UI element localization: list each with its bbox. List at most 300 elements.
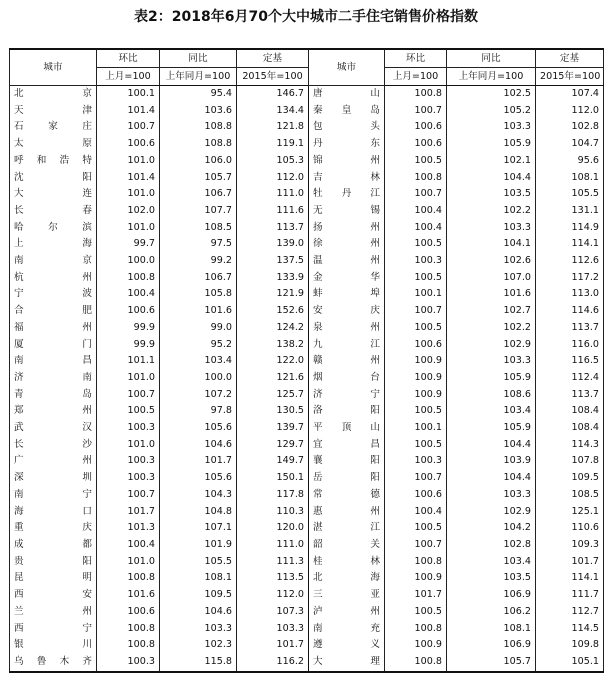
cell-yoy-right: 103.3 bbox=[447, 487, 536, 504]
cell-base-right: 112.4 bbox=[536, 370, 604, 387]
cell-city-right: 岳 阳 bbox=[309, 470, 385, 487]
cell-yoy-right: 103.3 bbox=[447, 353, 536, 370]
table-row bbox=[10, 236, 604, 253]
cell-city-left: 昆 明 bbox=[10, 570, 97, 587]
cell-city-right: 常 德 bbox=[309, 487, 385, 504]
cell-yoy-left: 109.5 bbox=[160, 587, 237, 604]
table-row bbox=[10, 253, 604, 270]
cell-mom-left: 100.4 bbox=[97, 286, 160, 303]
cell-city-left: 合 肥 bbox=[10, 303, 97, 320]
cell-city-left: 南 京 bbox=[10, 253, 97, 270]
table-row bbox=[10, 203, 604, 220]
cell-mom-right: 100.9 bbox=[385, 570, 447, 587]
cell-city-right: 烟 台 bbox=[309, 370, 385, 387]
cell-city-left: 西 安 bbox=[10, 587, 97, 604]
cell-city-left: 银 川 bbox=[10, 637, 97, 654]
cell-city-left: 太 原 bbox=[10, 136, 97, 153]
cell-base-right: 113.7 bbox=[536, 320, 604, 337]
cell-yoy-right: 105.9 bbox=[447, 420, 536, 437]
cell-mom-left: 100.6 bbox=[97, 604, 160, 621]
cell-base-left: 111.3 bbox=[237, 554, 309, 571]
cell-base-left: 112.0 bbox=[237, 587, 309, 604]
cell-mom-left: 100.7 bbox=[97, 119, 160, 136]
cell-mom-left: 101.4 bbox=[97, 170, 160, 187]
cell-mom-right: 100.9 bbox=[385, 637, 447, 654]
cell-base-right: 114.6 bbox=[536, 303, 604, 320]
cell-base-right: 105.5 bbox=[536, 186, 604, 203]
cell-yoy-right: 105.9 bbox=[447, 370, 536, 387]
cell-city-right: 扬 州 bbox=[309, 220, 385, 237]
table-row bbox=[10, 504, 604, 521]
cell-mom-left: 100.1 bbox=[97, 86, 160, 103]
table-row bbox=[10, 453, 604, 470]
cell-mom-left: 100.8 bbox=[97, 570, 160, 587]
cell-base-right: 114.5 bbox=[536, 621, 604, 638]
cell-mom-right: 100.7 bbox=[385, 186, 447, 203]
header-city-right: 城市 bbox=[309, 49, 385, 86]
cell-yoy-left: 104.3 bbox=[160, 487, 237, 504]
cell-city-left: 南 宁 bbox=[10, 487, 97, 504]
cell-base-right: 110.6 bbox=[536, 520, 604, 537]
table-row bbox=[10, 370, 604, 387]
header-yoy-right: 同比 bbox=[447, 49, 536, 68]
cell-city-left: 福 州 bbox=[10, 320, 97, 337]
cell-city-right: 徐 州 bbox=[309, 236, 385, 253]
cell-yoy-right: 104.2 bbox=[447, 520, 536, 537]
table-row bbox=[10, 337, 604, 354]
cell-city-right: 遵 义 bbox=[309, 637, 385, 654]
cell-base-right: 131.1 bbox=[536, 203, 604, 220]
cell-yoy-left: 101.9 bbox=[160, 537, 237, 554]
cell-base-left: 111.6 bbox=[237, 203, 309, 220]
cell-base-right: 107.4 bbox=[536, 86, 604, 103]
cell-base-right: 116.5 bbox=[536, 353, 604, 370]
cell-yoy-right: 102.1 bbox=[447, 153, 536, 170]
cell-mom-right: 100.7 bbox=[385, 103, 447, 120]
subheader-base-right: 2015年=100 bbox=[536, 68, 604, 86]
cell-yoy-right: 101.6 bbox=[447, 286, 536, 303]
cell-yoy-left: 105.8 bbox=[160, 286, 237, 303]
table-row bbox=[10, 170, 604, 187]
cell-base-left: 119.1 bbox=[237, 136, 309, 153]
cell-mom-right: 100.6 bbox=[385, 119, 447, 136]
table-row bbox=[10, 437, 604, 454]
cell-yoy-right: 104.4 bbox=[447, 170, 536, 187]
cell-mom-right: 100.9 bbox=[385, 353, 447, 370]
cell-base-left: 121.6 bbox=[237, 370, 309, 387]
table-row bbox=[10, 186, 604, 203]
cell-mom-left: 100.7 bbox=[97, 387, 160, 404]
cell-base-left: 152.6 bbox=[237, 303, 309, 320]
cell-mom-right: 100.7 bbox=[385, 537, 447, 554]
cell-city-left: 武 汉 bbox=[10, 420, 97, 437]
cell-base-right: 95.6 bbox=[536, 153, 604, 170]
cell-mom-right: 100.5 bbox=[385, 403, 447, 420]
cell-mom-left: 101.7 bbox=[97, 504, 160, 521]
cell-city-left: 长 沙 bbox=[10, 437, 97, 454]
cell-yoy-right: 105.2 bbox=[447, 103, 536, 120]
cell-city-left: 石家庄 bbox=[10, 119, 97, 136]
cell-base-left: 134.4 bbox=[237, 103, 309, 120]
cell-city-right: 蚌 埠 bbox=[309, 286, 385, 303]
cell-yoy-left: 103.6 bbox=[160, 103, 237, 120]
cell-base-right: 108.5 bbox=[536, 487, 604, 504]
table-row bbox=[10, 387, 604, 404]
cell-city-left: 海 口 bbox=[10, 504, 97, 521]
cell-yoy-right: 102.2 bbox=[447, 320, 536, 337]
cell-city-right: 洛 阳 bbox=[309, 403, 385, 420]
cell-base-right: 112.6 bbox=[536, 253, 604, 270]
cell-mom-right: 100.4 bbox=[385, 203, 447, 220]
cell-city-right: 济 宁 bbox=[309, 387, 385, 404]
cell-city-right: 安 庆 bbox=[309, 303, 385, 320]
cell-mom-right: 100.8 bbox=[385, 86, 447, 103]
cell-base-left: 133.9 bbox=[237, 270, 309, 287]
cell-yoy-left: 107.1 bbox=[160, 520, 237, 537]
cell-city-left: 天 津 bbox=[10, 103, 97, 120]
cell-mom-right: 100.8 bbox=[385, 621, 447, 638]
table-row bbox=[10, 604, 604, 621]
cell-base-left: 139.7 bbox=[237, 420, 309, 437]
cell-city-left: 青 岛 bbox=[10, 387, 97, 404]
header-mom-left: 环比 bbox=[97, 49, 160, 68]
cell-base-right: 117.2 bbox=[536, 270, 604, 287]
cell-city-right: 泸 州 bbox=[309, 604, 385, 621]
cell-yoy-left: 102.3 bbox=[160, 637, 237, 654]
cell-city-right: 唐 山 bbox=[309, 86, 385, 103]
cell-city-right: 丹 东 bbox=[309, 136, 385, 153]
table-row bbox=[10, 570, 604, 587]
cell-city-right: 吉 林 bbox=[309, 170, 385, 187]
cell-city-right: 宜 昌 bbox=[309, 437, 385, 454]
cell-mom-right: 100.6 bbox=[385, 337, 447, 354]
cell-mom-left: 100.8 bbox=[97, 621, 160, 638]
cell-base-left: 105.3 bbox=[237, 153, 309, 170]
cell-city-left: 厦 门 bbox=[10, 337, 97, 354]
cell-yoy-left: 99.0 bbox=[160, 320, 237, 337]
cell-base-left: 120.0 bbox=[237, 520, 309, 537]
cell-city-right: 惠 州 bbox=[309, 504, 385, 521]
cell-mom-left: 100.8 bbox=[97, 270, 160, 287]
cell-base-left: 125.7 bbox=[237, 387, 309, 404]
cell-mom-left: 99.9 bbox=[97, 337, 160, 354]
cell-yoy-right: 103.3 bbox=[447, 119, 536, 136]
table-row bbox=[10, 403, 604, 420]
cell-mom-left: 101.0 bbox=[97, 153, 160, 170]
cell-yoy-left: 104.6 bbox=[160, 437, 237, 454]
cell-yoy-left: 95.2 bbox=[160, 337, 237, 354]
cell-base-left: 149.7 bbox=[237, 453, 309, 470]
cell-mom-right: 100.9 bbox=[385, 370, 447, 387]
cell-city-right: 秦皇岛 bbox=[309, 103, 385, 120]
cell-mom-left: 100.3 bbox=[97, 453, 160, 470]
cell-city-left: 乌鲁木齐 bbox=[10, 654, 97, 672]
cell-mom-left: 101.0 bbox=[97, 186, 160, 203]
cell-base-left: 130.5 bbox=[237, 403, 309, 420]
cell-mom-right: 100.5 bbox=[385, 270, 447, 287]
table-row bbox=[10, 320, 604, 337]
cell-yoy-right: 106.9 bbox=[447, 637, 536, 654]
cell-mom-right: 100.6 bbox=[385, 487, 447, 504]
subheader-base-left: 2015年=100 bbox=[237, 68, 309, 86]
cell-city-left: 大 连 bbox=[10, 186, 97, 203]
table-row bbox=[10, 637, 604, 654]
cell-mom-left: 100.3 bbox=[97, 420, 160, 437]
table-row bbox=[10, 420, 604, 437]
cell-mom-right: 100.5 bbox=[385, 320, 447, 337]
cell-mom-right: 100.3 bbox=[385, 253, 447, 270]
header-yoy-left: 同比 bbox=[160, 49, 237, 68]
cell-yoy-right: 102.6 bbox=[447, 253, 536, 270]
cell-mom-right: 100.5 bbox=[385, 520, 447, 537]
cell-mom-left: 100.5 bbox=[97, 403, 160, 420]
cell-mom-left: 100.4 bbox=[97, 537, 160, 554]
cell-base-right: 108.4 bbox=[536, 403, 604, 420]
cell-city-left: 兰 州 bbox=[10, 604, 97, 621]
table-row bbox=[10, 86, 604, 103]
table-body bbox=[10, 86, 604, 672]
cell-city-right: 锦 州 bbox=[309, 153, 385, 170]
cell-mom-right: 100.8 bbox=[385, 654, 447, 672]
cell-city-left: 沈 阳 bbox=[10, 170, 97, 187]
cell-city-left: 呼和浩特 bbox=[10, 153, 97, 170]
table-row bbox=[10, 353, 604, 370]
cell-base-right: 114.9 bbox=[536, 220, 604, 237]
table-header bbox=[10, 49, 604, 86]
cell-city-right: 金 华 bbox=[309, 270, 385, 287]
subheader-mom-left: 上月=100 bbox=[97, 68, 160, 86]
cell-base-left: 113.5 bbox=[237, 570, 309, 587]
cell-base-right: 112.0 bbox=[536, 103, 604, 120]
cell-city-right: 九 江 bbox=[309, 337, 385, 354]
header-mom-right: 环比 bbox=[385, 49, 447, 68]
cell-base-left: 116.2 bbox=[237, 654, 309, 672]
cell-yoy-right: 102.5 bbox=[447, 86, 536, 103]
cell-city-right: 湛 江 bbox=[309, 520, 385, 537]
cell-mom-left: 100.0 bbox=[97, 253, 160, 270]
table-row bbox=[10, 554, 604, 571]
cell-city-right: 无 锡 bbox=[309, 203, 385, 220]
cell-yoy-right: 107.0 bbox=[447, 270, 536, 287]
cell-yoy-right: 105.9 bbox=[447, 136, 536, 153]
cell-base-left: 103.3 bbox=[237, 621, 309, 638]
cell-mom-left: 100.3 bbox=[97, 654, 160, 672]
header-base-right: 定基 bbox=[536, 49, 604, 68]
cell-yoy-left: 106.0 bbox=[160, 153, 237, 170]
cell-yoy-right: 103.5 bbox=[447, 186, 536, 203]
cell-city-right: 韶 关 bbox=[309, 537, 385, 554]
cell-city-left: 北 京 bbox=[10, 86, 97, 103]
table-row bbox=[10, 621, 604, 638]
cell-mom-right: 100.5 bbox=[385, 153, 447, 170]
cell-city-left: 哈尔滨 bbox=[10, 220, 97, 237]
cell-yoy-left: 105.6 bbox=[160, 420, 237, 437]
table-row bbox=[10, 487, 604, 504]
cell-city-right: 牡丹江 bbox=[309, 186, 385, 203]
cell-yoy-left: 105.7 bbox=[160, 170, 237, 187]
cell-yoy-left: 108.1 bbox=[160, 570, 237, 587]
cell-city-left: 上 海 bbox=[10, 236, 97, 253]
cell-mom-right: 100.9 bbox=[385, 387, 447, 404]
cell-mom-right: 100.8 bbox=[385, 554, 447, 571]
cell-mom-left: 101.0 bbox=[97, 554, 160, 571]
cell-city-right: 赣 州 bbox=[309, 353, 385, 370]
cell-base-right: 108.1 bbox=[536, 170, 604, 187]
cell-yoy-left: 106.7 bbox=[160, 186, 237, 203]
cell-city-right: 襄 阳 bbox=[309, 453, 385, 470]
cell-base-left: 121.9 bbox=[237, 286, 309, 303]
cell-mom-right: 100.5 bbox=[385, 437, 447, 454]
cell-city-right: 北 海 bbox=[309, 570, 385, 587]
cell-base-left: 117.8 bbox=[237, 487, 309, 504]
table-row bbox=[10, 537, 604, 554]
cell-mom-right: 101.7 bbox=[385, 587, 447, 604]
cell-city-right: 南 充 bbox=[309, 621, 385, 638]
cell-base-left: 146.7 bbox=[237, 86, 309, 103]
cell-city-right: 三 亚 bbox=[309, 587, 385, 604]
cell-mom-left: 100.8 bbox=[97, 637, 160, 654]
table-row bbox=[10, 654, 604, 672]
cell-yoy-left: 106.7 bbox=[160, 270, 237, 287]
subheader-yoy-right: 上年同月=100 bbox=[447, 68, 536, 86]
cell-yoy-right: 104.1 bbox=[447, 236, 536, 253]
cell-mom-left: 100.7 bbox=[97, 487, 160, 504]
cell-base-right: 113.7 bbox=[536, 387, 604, 404]
cell-yoy-left: 95.4 bbox=[160, 86, 237, 103]
cell-yoy-right: 103.9 bbox=[447, 453, 536, 470]
header-city-left: 城市 bbox=[10, 49, 97, 86]
table-row bbox=[10, 303, 604, 320]
cell-base-left: 137.5 bbox=[237, 253, 309, 270]
cell-yoy-right: 102.8 bbox=[447, 537, 536, 554]
cell-base-right: 107.8 bbox=[536, 453, 604, 470]
cell-mom-left: 101.0 bbox=[97, 220, 160, 237]
cell-city-left: 宁 波 bbox=[10, 286, 97, 303]
cell-yoy-left: 105.6 bbox=[160, 470, 237, 487]
table-row bbox=[10, 153, 604, 170]
table-row bbox=[10, 587, 604, 604]
cell-mom-right: 100.4 bbox=[385, 504, 447, 521]
cell-mom-left: 101.6 bbox=[97, 587, 160, 604]
cell-mom-left: 101.0 bbox=[97, 370, 160, 387]
cell-base-right: 109.5 bbox=[536, 470, 604, 487]
cell-base-left: 129.7 bbox=[237, 437, 309, 454]
cell-base-left: 101.7 bbox=[237, 637, 309, 654]
cell-base-left: 122.0 bbox=[237, 353, 309, 370]
cell-yoy-right: 103.5 bbox=[447, 570, 536, 587]
cell-city-left: 贵 阳 bbox=[10, 554, 97, 571]
cell-city-left: 长 春 bbox=[10, 203, 97, 220]
cell-city-left: 济 南 bbox=[10, 370, 97, 387]
cell-mom-right: 100.8 bbox=[385, 170, 447, 187]
cell-mom-left: 102.0 bbox=[97, 203, 160, 220]
cell-base-right: 105.1 bbox=[536, 654, 604, 672]
cell-city-right: 平顶山 bbox=[309, 420, 385, 437]
table-row bbox=[10, 286, 604, 303]
cell-mom-right: 100.4 bbox=[385, 220, 447, 237]
cell-yoy-left: 101.7 bbox=[160, 453, 237, 470]
cell-yoy-left: 104.8 bbox=[160, 504, 237, 521]
cell-mom-left: 101.4 bbox=[97, 103, 160, 120]
cell-base-right: 109.3 bbox=[536, 537, 604, 554]
cell-yoy-left: 108.8 bbox=[160, 119, 237, 136]
table-row bbox=[10, 136, 604, 153]
cell-mom-right: 100.3 bbox=[385, 453, 447, 470]
cell-base-left: 139.0 bbox=[237, 236, 309, 253]
cell-yoy-right: 105.7 bbox=[447, 654, 536, 672]
table-row bbox=[10, 103, 604, 120]
cell-city-left: 成 都 bbox=[10, 537, 97, 554]
cell-mom-left: 99.9 bbox=[97, 320, 160, 337]
cell-mom-right: 100.1 bbox=[385, 286, 447, 303]
cell-base-left: 113.7 bbox=[237, 220, 309, 237]
cell-yoy-left: 97.5 bbox=[160, 236, 237, 253]
cell-city-left: 西 宁 bbox=[10, 621, 97, 638]
cell-city-right: 大 理 bbox=[309, 654, 385, 672]
cell-yoy-left: 115.8 bbox=[160, 654, 237, 672]
cell-base-left: 107.3 bbox=[237, 604, 309, 621]
table-row bbox=[10, 220, 604, 237]
cell-mom-left: 100.6 bbox=[97, 303, 160, 320]
cell-mom-left: 101.0 bbox=[97, 437, 160, 454]
cell-base-left: 124.2 bbox=[237, 320, 309, 337]
cell-yoy-left: 100.0 bbox=[160, 370, 237, 387]
cell-base-left: 150.1 bbox=[237, 470, 309, 487]
cell-base-left: 138.2 bbox=[237, 337, 309, 354]
cell-city-left: 郑 州 bbox=[10, 403, 97, 420]
cell-base-right: 116.0 bbox=[536, 337, 604, 354]
cell-base-right: 104.7 bbox=[536, 136, 604, 153]
cell-mom-right: 100.1 bbox=[385, 420, 447, 437]
cell-city-right: 桂 林 bbox=[309, 554, 385, 571]
cell-city-left: 深 圳 bbox=[10, 470, 97, 487]
cell-mom-left: 101.1 bbox=[97, 353, 160, 370]
cell-base-left: 111.0 bbox=[237, 537, 309, 554]
cell-mom-right: 100.7 bbox=[385, 303, 447, 320]
cell-base-right: 108.4 bbox=[536, 420, 604, 437]
cell-base-left: 111.0 bbox=[237, 186, 309, 203]
cell-yoy-right: 104.4 bbox=[447, 437, 536, 454]
cell-yoy-left: 103.4 bbox=[160, 353, 237, 370]
cell-yoy-right: 106.2 bbox=[447, 604, 536, 621]
cell-mom-left: 99.7 bbox=[97, 236, 160, 253]
cell-base-left: 121.8 bbox=[237, 119, 309, 136]
table-row bbox=[10, 470, 604, 487]
cell-base-right: 114.1 bbox=[536, 236, 604, 253]
cell-yoy-right: 103.3 bbox=[447, 220, 536, 237]
cell-base-right: 113.0 bbox=[536, 286, 604, 303]
cell-base-right: 111.7 bbox=[536, 587, 604, 604]
cell-yoy-right: 108.1 bbox=[447, 621, 536, 638]
cell-yoy-right: 106.9 bbox=[447, 587, 536, 604]
price-index-table bbox=[9, 48, 604, 673]
subheader-mom-right: 上月=100 bbox=[385, 68, 447, 86]
cell-yoy-left: 107.2 bbox=[160, 387, 237, 404]
cell-base-right: 101.7 bbox=[536, 554, 604, 571]
cell-yoy-right: 102.2 bbox=[447, 203, 536, 220]
cell-yoy-left: 97.8 bbox=[160, 403, 237, 420]
cell-yoy-left: 107.7 bbox=[160, 203, 237, 220]
cell-base-right: 125.1 bbox=[536, 504, 604, 521]
cell-city-right: 包 头 bbox=[309, 119, 385, 136]
cell-yoy-right: 102.7 bbox=[447, 303, 536, 320]
table-row bbox=[10, 520, 604, 537]
cell-mom-left: 101.3 bbox=[97, 520, 160, 537]
subheader-yoy-left: 上年同月=100 bbox=[160, 68, 237, 86]
cell-yoy-left: 108.8 bbox=[160, 136, 237, 153]
cell-yoy-left: 101.6 bbox=[160, 303, 237, 320]
cell-mom-left: 100.6 bbox=[97, 136, 160, 153]
